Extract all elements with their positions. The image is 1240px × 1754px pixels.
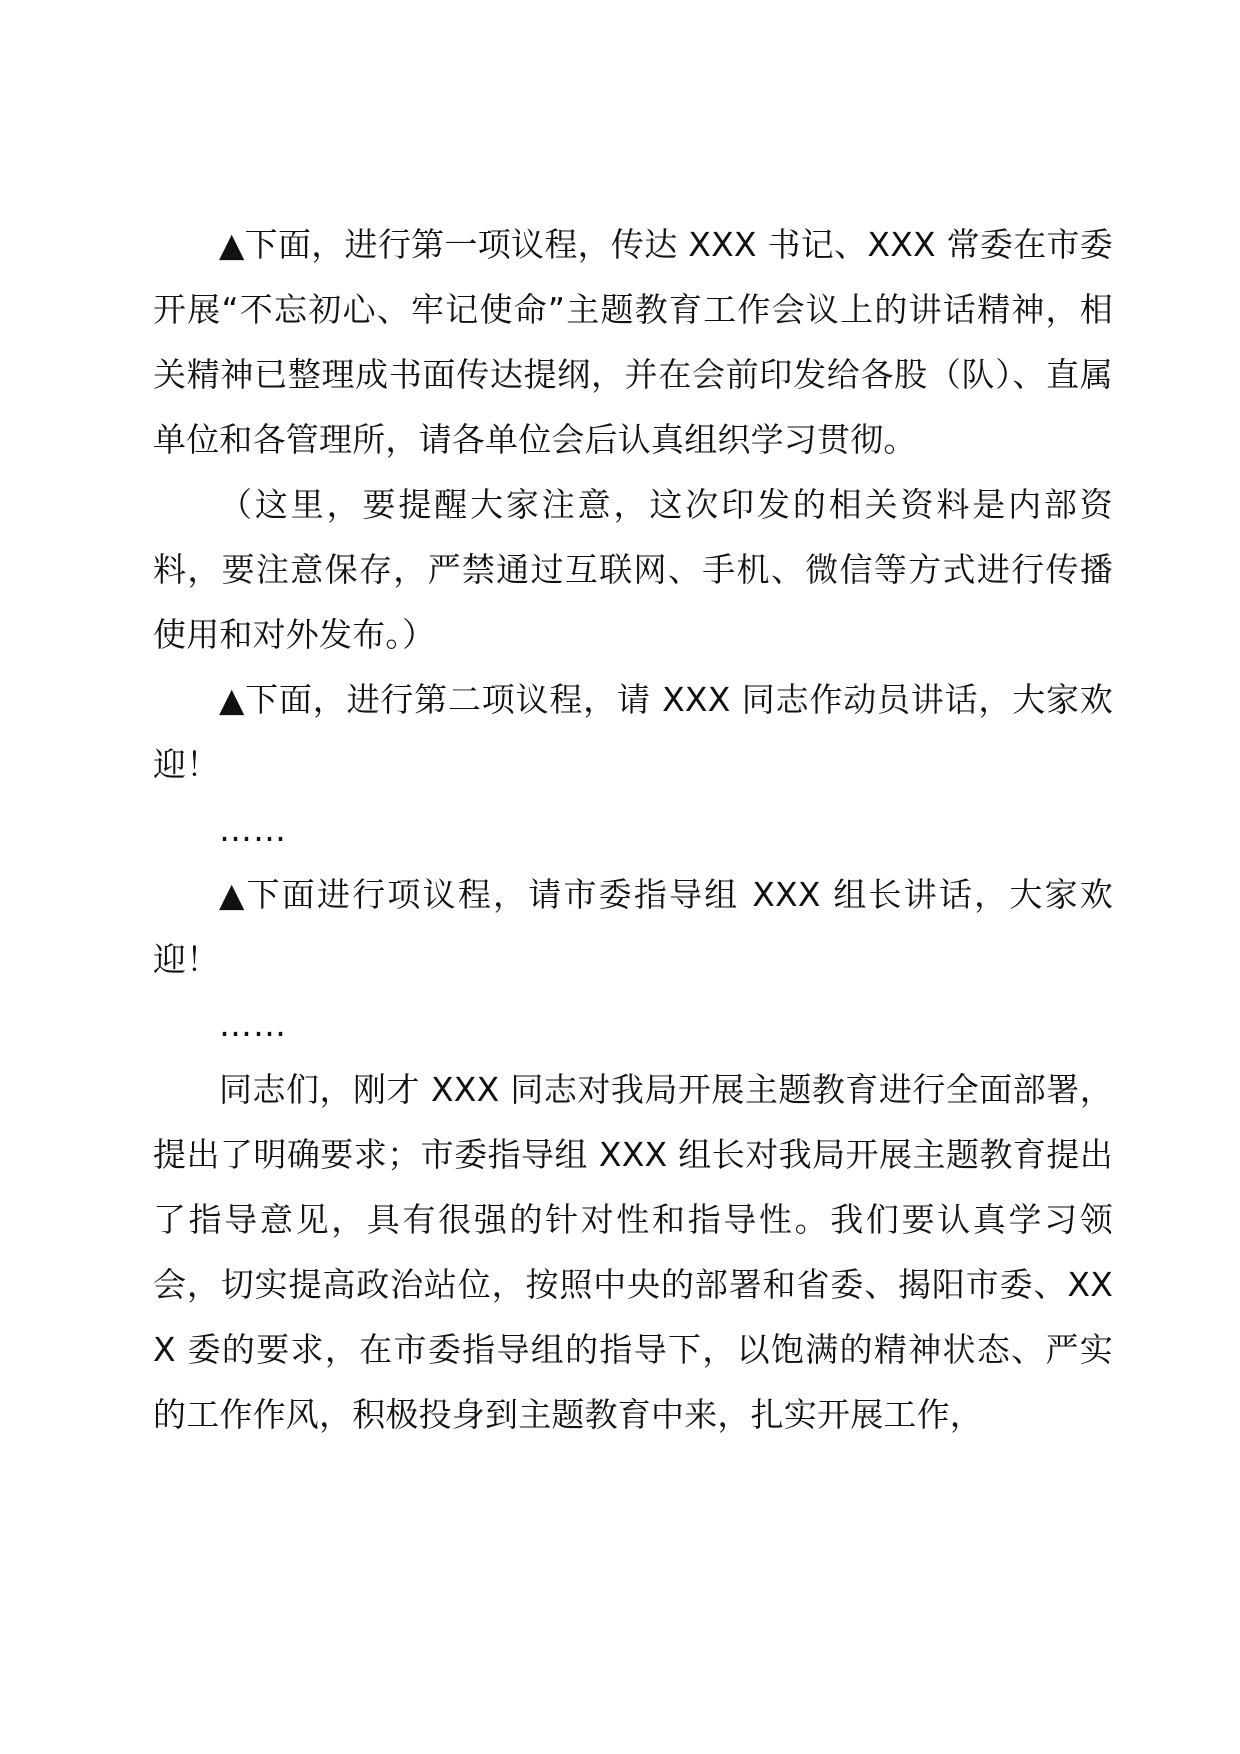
paragraph-ellipsis-1: …… [219,810,287,849]
paragraph-reminder-note: （这里，要提醒大家注意，这次印发的相关资料是内部资料，要注意保存，严禁通过互联网、手机、微信等方式进行传播使用和对外发布。） [153,485,1113,654]
paragraph-agenda-item-3: ▲下面进行项议程，请市委指导组 XXX 组长讲话，大家欢迎！ [153,875,1113,979]
paragraph-closing-remarks: 同志们，刚才 XXX 同志对我局开展主题教育进行全面部署，提出了明确要求；市委指导组 XXX 组长对我局开展主题教育提出了指导意见，具有很强的针对性和指导性。我们要认真学习领会，切实提高政治站位，按照中央的部署和省委、揭阳市委、XXX 委的要求，在市委指导组的指导下，以饱满的精神状态、严实的工作作风，积极投身到主题教育中来，扎实开展工作， [153,1070,1113,1434]
paragraph-ellipsis-2: …… [219,1005,287,1044]
paragraph-agenda-item-2: ▲下面，进行第二项议程，请 XXX 同志作动员讲话，大家欢迎！ [153,680,1113,784]
document-body [153,212,1113,1447]
paragraph-agenda-item-1: ▲下面，进行第一项议程，传达 XXX 书记、XXX 常委在市委开展“不忘初心、牢记使命”主题教育工作会议上的讲话精神，相关精神已整理成书面传达提纲，并在会前印发给各股（队）、直属单位和各管理所，请各单位会后认真组织学习贯彻。 [153,225,1113,459]
